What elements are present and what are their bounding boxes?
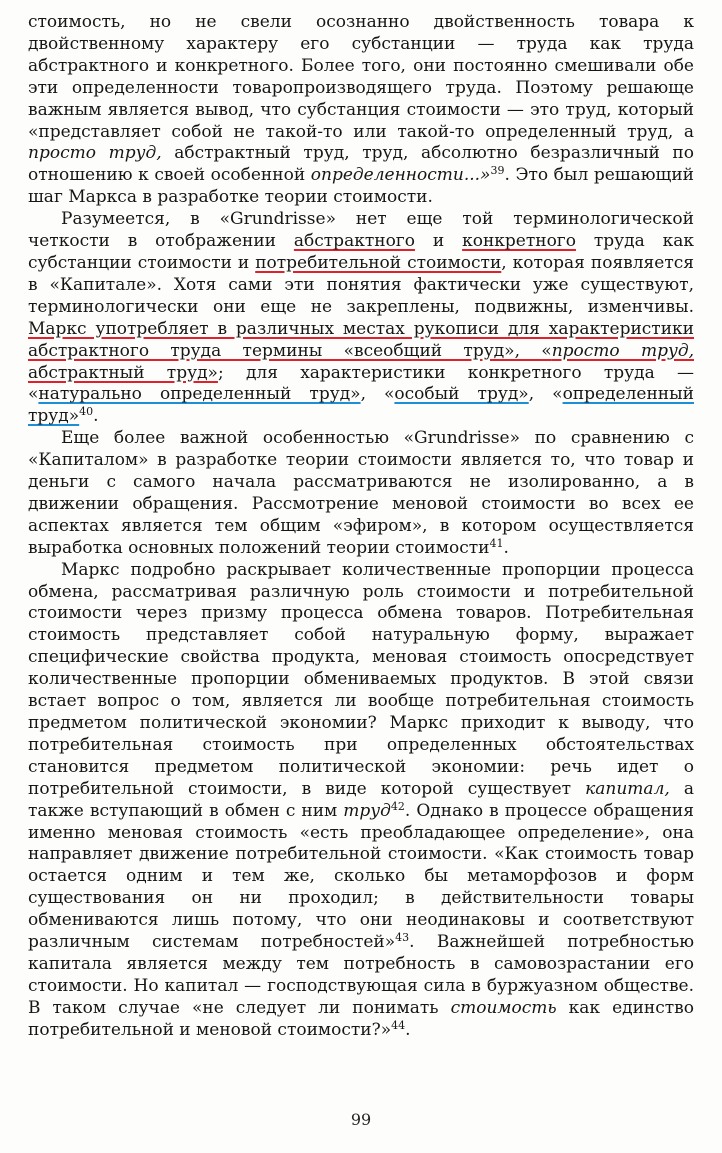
paragraph-1 — [28, 12, 694, 209]
red-underlined-term: абстрактного — [293, 231, 415, 252]
blue-underlined-term: определенный труд» — [28, 384, 694, 427]
text-run: ; для характеристики конкретного труда — « — [28, 362, 694, 405]
text-run: . Однако в процессе обращения именно меновая стоимость «есть преобладающее определение», она направляет движение потребительной стоимости. «Как стоимость товар остается одним и тем же, сколько бы метаморфозов и форм существования он ни проходил; в действительности товары обмениваются лишь потому, что они неодинаковы и соответствуют различным системам потребностей» — [28, 800, 694, 953]
text-run: как единство потребительной и меновой стоимости?» — [28, 997, 694, 1040]
red-underlined-italic: просто труд, — [551, 340, 694, 361]
blue-underlined-term: натурально определенный труд» — [38, 384, 361, 405]
text-run: . Это был решающий шаг Маркса в разработке теории стоимости. — [28, 165, 694, 208]
text-run: . — [503, 537, 509, 558]
text-run: . — [405, 1019, 411, 1040]
italic-run: просто труд, — [28, 143, 162, 164]
text-run: Разумеется, в «Grundrisse» нет еще той терминологической четкости в отображении — [28, 209, 694, 252]
red-underlined-passage: Маркс употребляет в различных местах рукописи для характеристики абстрактного труда термины «всеобщий труд», « — [28, 318, 694, 361]
text-run: а также вступающий в обмен с ним — [28, 778, 694, 821]
italic-run: капитал, — [585, 778, 670, 799]
text-run: , « — [528, 384, 563, 405]
page-number: 99 — [350, 1110, 372, 1129]
italic-run: определенности...» — [310, 165, 491, 186]
italic-run: труд — [343, 800, 391, 821]
text-run: . Важнейшей потребностью капитала является между тем потребность в самовозрастании его стоимости. Но капитал — господствующая сила в буржуазном обществе. В таком случае «не следует ли понимать — [28, 932, 694, 1018]
footnote-ref-39[interactable]: 39 — [490, 164, 505, 178]
text-run: абстрактный труд, труд, абсолютно безразличный по отношению к своей особенной — [28, 143, 694, 186]
paragraph-2 — [28, 209, 694, 428]
red-underlined-term: конкретного — [462, 231, 576, 252]
text-run: , « — [360, 384, 395, 405]
paragraph-4 — [28, 560, 694, 1042]
footnote-ref-44[interactable]: 44 — [391, 1018, 406, 1032]
text-run: . — [93, 406, 99, 427]
body-text — [28, 12, 694, 1042]
text-run: Еще более важной особенностью «Grundrisse» по сравнению с «Капиталом» в разработке теории стоимости является то, что товар и деньги с самого начала рассматриваются не изолированно, а в движении обращения. Рассмотрение меновой стоимости во всех ее аспектах является тем общим «эфиром», в котором осуществляется выработка основных положений теории стоимости — [28, 428, 694, 558]
footnote-ref-41[interactable]: 41 — [489, 536, 504, 550]
text-run: и — [414, 231, 463, 252]
text-run: стоимость, но не свели осознанно двойственность товара к двойственному характеру его субстанции — труда как труда абстрактного и конкретного. Более того, они постоянно смешивали обе эти определенности товаропроизводящего труда. Поэтому решающе важным является вывод, что субстанция стоимости — это труд, который «представляет собой не такой-то или такой-то определенный труд, а — [28, 12, 694, 142]
footnote-ref-42[interactable]: 42 — [390, 799, 405, 813]
paragraph-3 — [28, 428, 694, 559]
footnote-ref-43[interactable]: 43 — [395, 931, 410, 945]
text-run: , которая появляется в «Капитале». Хотя сами эти понятия фактически уже существуют, терминологически они еще не закреплены, подвижны, изменчивы. — [28, 252, 694, 317]
red-underlined-term: потребительной стоимости — [255, 252, 502, 273]
blue-underlined-term: особый труд» — [394, 384, 529, 405]
red-underlined-passage: абстрактный труд» — [28, 362, 218, 383]
text-run: Маркс подробно раскрывает количественные пропорции процесса обмена, рассматривая различную роль стоимости и потребительной стоимости через призму процесса обмена товаров. Потребительная стоимость представляет собой натуральную форму, выражает специфические свойства продукта, меновая стоимость опосредствует количественные пропорции обмениваемых продуктов. В этой связи встает вопрос о том, является ли вообще потребительная стоимость предметом политической экономии? Маркс приходит к выводу, что потребительная стоимость при определенных обстоятельствах становится предметом политической экономии: речь идет о потребительной стоимости, в виде которой существует — [28, 559, 694, 799]
italic-run: стоимость — [450, 997, 557, 1018]
footnote-ref-40[interactable]: 40 — [79, 405, 94, 419]
text-run: труда как субстанции стоимости и — [28, 231, 695, 273]
